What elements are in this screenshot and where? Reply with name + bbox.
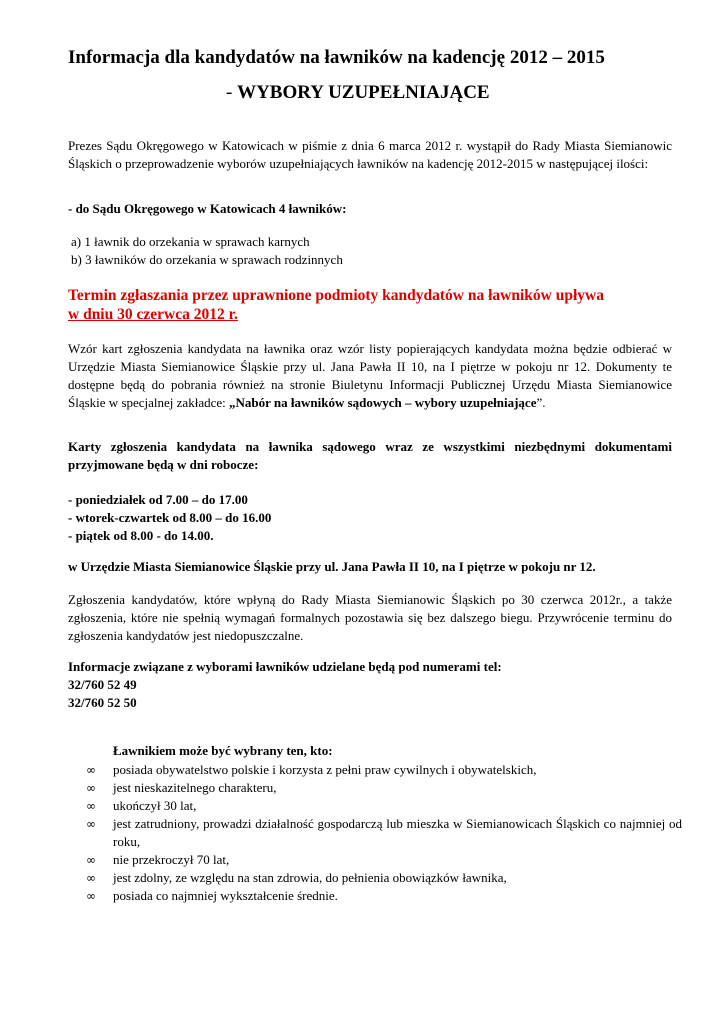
court-heading: - do Sądu Okręgowego w Katowicach 4 ławników: (68, 201, 347, 216)
eligibility-item: ukończył 30 lat, (113, 798, 197, 813)
bip-section-name: „Nabór na ławników sądowych – wybory uzupełniające (229, 395, 537, 410)
eligibility-item: nie przekroczył 70 lat, (113, 852, 230, 867)
forms-paragraph (68, 340, 672, 412)
eligibility-item: jest zatrudniony, prowadzi działalność gospodarczą lub mieszka w Siemianowicach Śląskich co najmniej od roku, (113, 816, 682, 849)
deadline-date: w dniu 30 czerwca 2012 r. (68, 306, 238, 323)
list-item (82, 887, 682, 905)
infinity-bullet-icon: ∞ (86, 871, 96, 885)
list-item (82, 797, 682, 815)
late-submissions-paragraph: Zgłoszenia kandydatów, które wpłyną do Rady Miasta Siemianowic Śląskich po 30 czerwca 2012r., a także zgłoszenia, które nie spełnią wymagań formalnych pozostawia się bez dalszego biegu. Przywrócenie terminu do zgłoszenia kandydatów jest niedopuszczalne. (68, 592, 672, 643)
intro-paragraph: Prezes Sądu Okręgowego w Katowicach w piśmie z dnia 6 marca 2012 r. wystąpił do Rady Miasta Siemianowic Śląskich o przeprowadzenie wyborów uzupełniających ławników na kadencję 2012-2015 w następującej ilości: (68, 138, 672, 171)
hours-tue-thu: - wtorek-czwartek od 8.00 – do 16.00 (68, 510, 272, 525)
list-item (82, 779, 682, 797)
infinity-bullet-icon: ∞ (86, 817, 96, 831)
eligibility-item: jest nieskazitelnego charakteru, (113, 780, 277, 795)
list-item (82, 761, 682, 779)
hours-friday: - piątek od 8.00 - do 14.00. (68, 528, 214, 543)
list-item (82, 851, 682, 869)
eligibility-item: jest zdolny, ze względu na stan zdrowia, do pełnienia obowiązków ławnika, (113, 870, 507, 885)
infinity-bullet-icon: ∞ (86, 799, 96, 813)
phone-2: 32/760 52 50 (68, 695, 137, 710)
infinity-bullet-icon: ∞ (86, 781, 96, 795)
info-heading: Informacje związane z wyborami ławników udzielane będą pod numerami tel: (68, 659, 502, 674)
cards-heading: Karty zgłoszenia kandydata na ławnika sądowego wraz ze wszystkimi niezbędnymi dokumentami przyjmowane będą w dni robocze: (68, 439, 672, 472)
deadline-notice (68, 286, 672, 324)
eligibility-heading: Ławnikiem może być wybrany ten, kto: (113, 743, 333, 758)
infinity-bullet-icon: ∞ (86, 853, 96, 867)
title-dash: - (226, 82, 238, 103)
forms-text: Wzór kart zgłoszenia kandydata na ławnika oraz wzór listy popierających kandydata można będzie odbierać w Urzędzie Miasta Siemianowice Śląskie przy ul. Jana Pawła II 10, na I piętrze w pokoju nr 12. Dokumenty te dostępne będą do pobrania również na stronie Biuletynu Informacji Publicznej Urzędu Miasta Siemianowice Śląskie w specjalnej zakładce: (68, 341, 672, 410)
title-line-1: Informacja dla kandydatów na ławników na kadencję 2012 – 2015 (68, 47, 605, 68)
phone-1: 32/760 52 49 (68, 677, 137, 692)
infinity-bullet-icon: ∞ (86, 889, 96, 903)
forms-end: ”. (536, 395, 546, 410)
infinity-bullet-icon: ∞ (86, 763, 96, 777)
eligibility-item: posiada co najmniej wykształcenie średnie. (113, 888, 338, 903)
list-item (82, 815, 682, 851)
hours-monday: - poniedziałek od 7.00 – do 17.00 (68, 492, 248, 507)
court-item-a: a) 1 ławnik do orzekania w sprawach karnych (71, 234, 310, 249)
location-text: w Urzędzie Miasta Siemianowice Śląskie przy ul. Jana Pawła II 10, na I piętrze w pokoju nr 12. (68, 559, 596, 574)
title-line-2-text: WYBORY UZUPEŁNIAJĄCE (237, 82, 490, 103)
list-item (82, 869, 682, 887)
title-line-2 (226, 82, 490, 104)
deadline-text: Termin zgłaszania przez uprawnione podmioty kandydatów na ławników upływa (68, 287, 604, 304)
eligibility-item: posiada obywatelstwo polskie i korzysta z pełni praw cywilnych i obywatelskich, (113, 762, 537, 777)
court-item-b: b) 3 ławników do orzekania w sprawach rodzinnych (71, 252, 343, 267)
eligibility-list (82, 761, 682, 905)
